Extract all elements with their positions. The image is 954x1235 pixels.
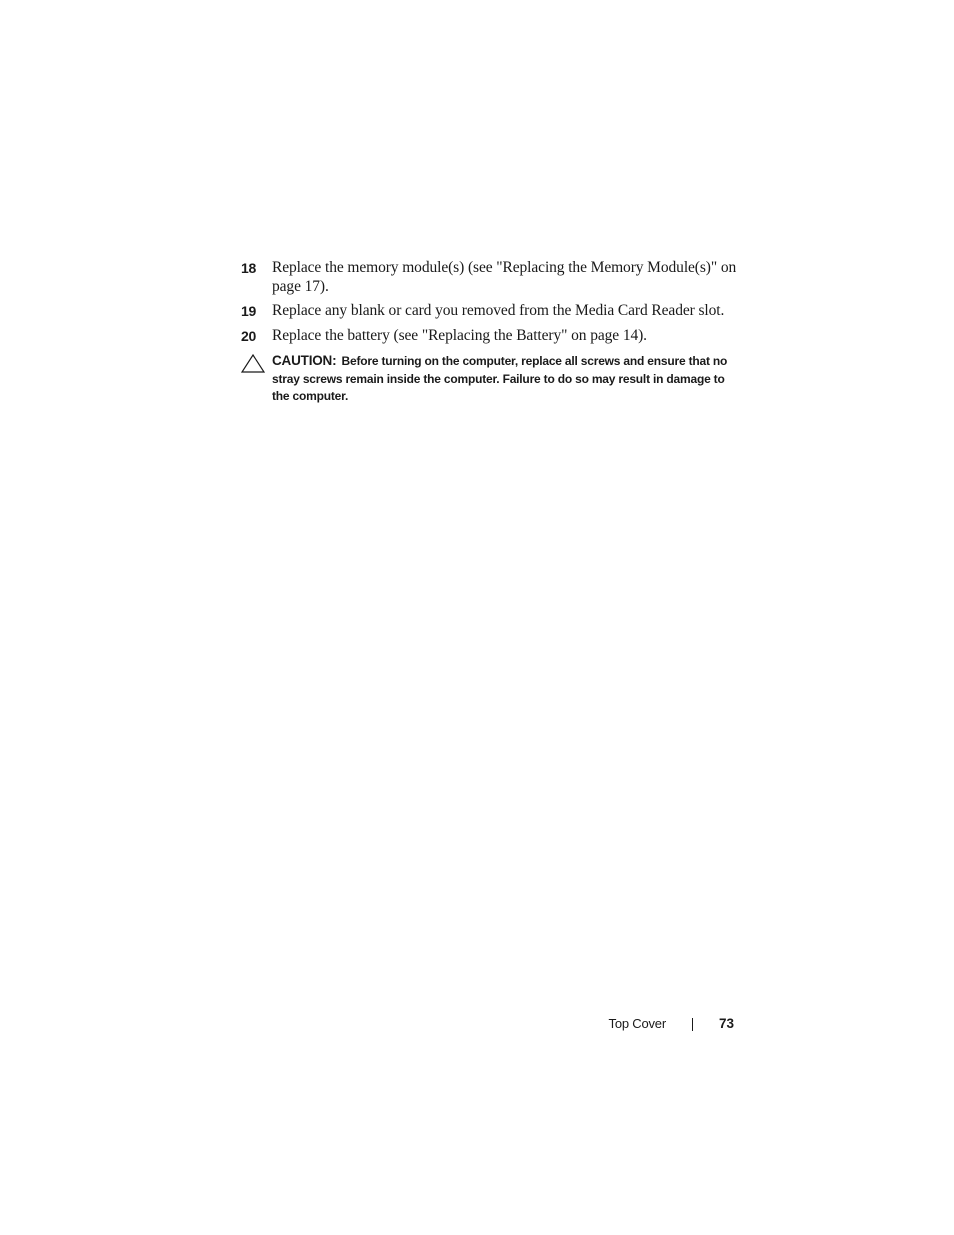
- step-list: [241, 258, 741, 406]
- step-item: [241, 258, 741, 296]
- step-text: Replace the memory module(s) (see "Replacing the Memory Module(s)" on page 17).: [272, 259, 737, 295]
- footer-section-title: Top Cover: [608, 1016, 666, 1031]
- step-number: 19: [241, 303, 256, 319]
- step-text: Replace any blank or card you removed from the Media Card Reader slot.: [272, 302, 725, 319]
- caution-body: [272, 352, 741, 406]
- caution-triangle-icon: [241, 352, 272, 373]
- page-footer: [609, 1015, 734, 1033]
- step-number: 18: [241, 260, 256, 276]
- step-text: Replace the battery (see "Replacing the Battery" on page 14).: [272, 327, 647, 344]
- step-item: [241, 301, 741, 321]
- footer-divider: [692, 1018, 693, 1031]
- caution-notice: [241, 352, 741, 406]
- caution-label: CAUTION:: [272, 353, 337, 368]
- step-number: 20: [241, 328, 256, 344]
- page-number: 73: [718, 1016, 734, 1031]
- step-item: [241, 326, 741, 346]
- caution-text: Before turning on the computer, replace all screws and ensure that no stray screws remain inside the computer. Failure to do so may result in damage to the computer.: [272, 354, 728, 403]
